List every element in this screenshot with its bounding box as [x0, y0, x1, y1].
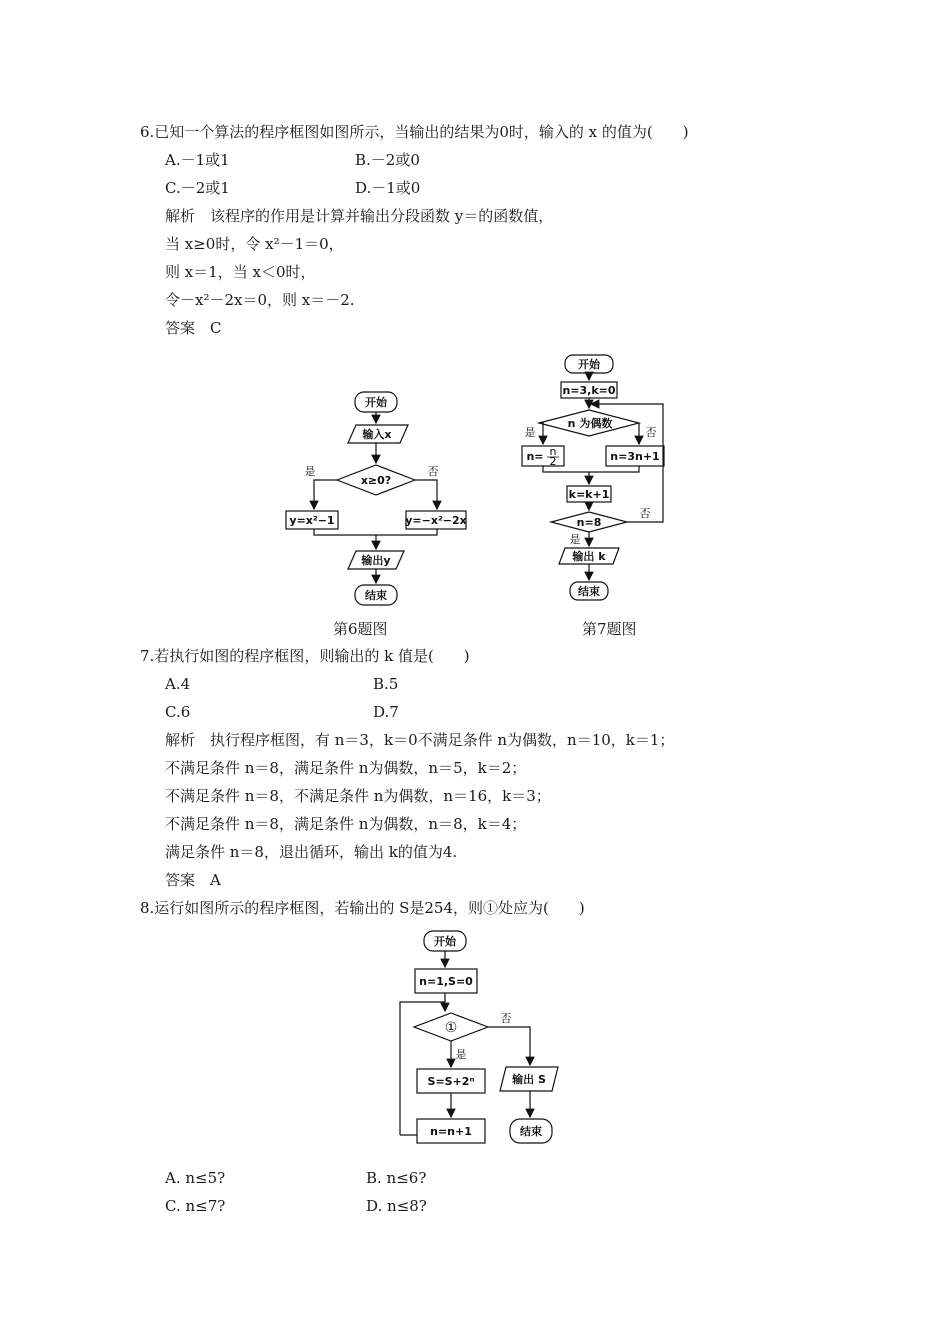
q7-analysis-line-3: 不满足条件 n＝8，不满足条件 n为偶数，n＝16，k＝3；: [165, 787, 551, 805]
q6-answer: 答案 C: [165, 319, 222, 337]
q6-input-label: 输入x: [362, 428, 392, 441]
q6-flowchart: [280, 385, 480, 610]
q6-option-d: D.－1或0: [355, 179, 421, 197]
q6-option-c: C.－2或1: [165, 179, 230, 197]
q7-no-label: 否: [645, 426, 657, 439]
q7-flowchart: [515, 348, 675, 606]
q6-right-process-label: y=−x²−2x: [405, 514, 467, 527]
q7-yes2-label: 是: [569, 533, 581, 546]
q6-end-label: 结束: [365, 589, 387, 602]
q7-option-c: C.6: [165, 703, 191, 721]
q7-analysis-line-4: 不满足条件 n＝8，满足条件 n为偶数，n＝8，k＝4；: [165, 815, 527, 833]
q6-no-label: 否: [427, 465, 439, 478]
q6-output-label: 输出y: [361, 554, 391, 567]
q6-condition-label: x≥0?: [360, 474, 392, 487]
q7-answer: 答案 A: [165, 871, 221, 889]
q7-yes-label: 是: [524, 426, 536, 439]
q7-left-lhs: n=: [526, 450, 544, 463]
q7-no2-label: 否: [639, 507, 651, 520]
q7-left-numerator: n: [549, 445, 557, 458]
q8-no-label: 否: [500, 1012, 512, 1025]
q8-option-a: A. n≤5?: [165, 1169, 226, 1187]
q7-figure-caption: 第7题图: [582, 620, 637, 638]
q6-start-label: 开始: [365, 396, 387, 409]
q8-init-label: n=1,S=0: [419, 975, 473, 988]
q7-start-label: 开始: [578, 358, 600, 371]
q8-output-label: 输出 S: [512, 1073, 546, 1086]
q8-flowchart: [390, 925, 570, 1150]
q8-condition-label: ①: [444, 1020, 458, 1036]
q7-option-b: B.5: [373, 675, 399, 693]
q8-yes-label: 是: [455, 1048, 467, 1061]
q6-option-a: A.－1或1: [165, 151, 230, 169]
q8-option-d: D. n≤8?: [366, 1197, 427, 1215]
q7-right-process-label: n=3n+1: [610, 450, 660, 463]
q8-increment-label: n=n+1: [430, 1125, 472, 1138]
q6-yes-label: 是: [304, 465, 316, 478]
q8-start-label: 开始: [434, 935, 456, 948]
q7-analysis-line-1: 解析 执行程序框图，有 n＝3，k＝0不满足条件 n为偶数，n＝10，k＝1；: [165, 731, 675, 749]
q7-increment-label: k=k+1: [568, 488, 610, 501]
q7-output-label: 输出 k: [572, 550, 606, 563]
q7-condition2-label: n=8: [576, 516, 602, 529]
q8-end-label: 结束: [520, 1125, 542, 1138]
q6-analysis-line-3: 则 x＝1，当 x＜0时，: [165, 263, 316, 281]
q7-init-label: n=3,k=0: [562, 384, 616, 397]
q8-option-c: C. n≤7?: [165, 1197, 226, 1215]
q6-option-b: B.－2或0: [355, 151, 420, 169]
q6-left-process-label: y=x²−1: [289, 514, 335, 527]
q7-left-denominator: 2: [549, 455, 557, 468]
q7-end-label: 结束: [578, 585, 600, 598]
q7-option-d: D.7: [373, 703, 399, 721]
q6-analysis-line-4: 令－x²－2x＝0，则 x＝－2.: [165, 291, 355, 309]
q6-analysis-line-2: 当 x≥0时，令 x²－1＝0，: [165, 235, 344, 253]
q7-analysis-line-5: 满足条件 n＝8，退出循环，输出 k的值为4.: [165, 843, 458, 861]
q8-stem: 8.运行如图所示的程序框图，若输出的 S是254，则①处应为( ): [140, 899, 585, 917]
q8-option-b: B. n≤6?: [366, 1169, 427, 1187]
q6-analysis-line-1: 解析 该程序的作用是计算并输出分段函数 y＝的函数值，: [165, 207, 554, 225]
q7-analysis-line-2: 不满足条件 n＝8，满足条件 n为偶数，n＝5，k＝2；: [165, 759, 527, 777]
q7-condition-label: n 为偶数: [567, 417, 613, 430]
q7-option-a: A.4: [165, 675, 191, 693]
q6-stem: 6.已知一个算法的程序框图如图所示，当输出的结果为0时，输入的 x 的值为( ): [140, 123, 689, 141]
q8-body-label: S=S+2ⁿ: [427, 1075, 475, 1088]
q7-stem: 7.若执行如图的程序框图，则输出的 k 值是( ): [140, 647, 470, 665]
q6-figure-caption: 第6题图: [333, 620, 388, 638]
